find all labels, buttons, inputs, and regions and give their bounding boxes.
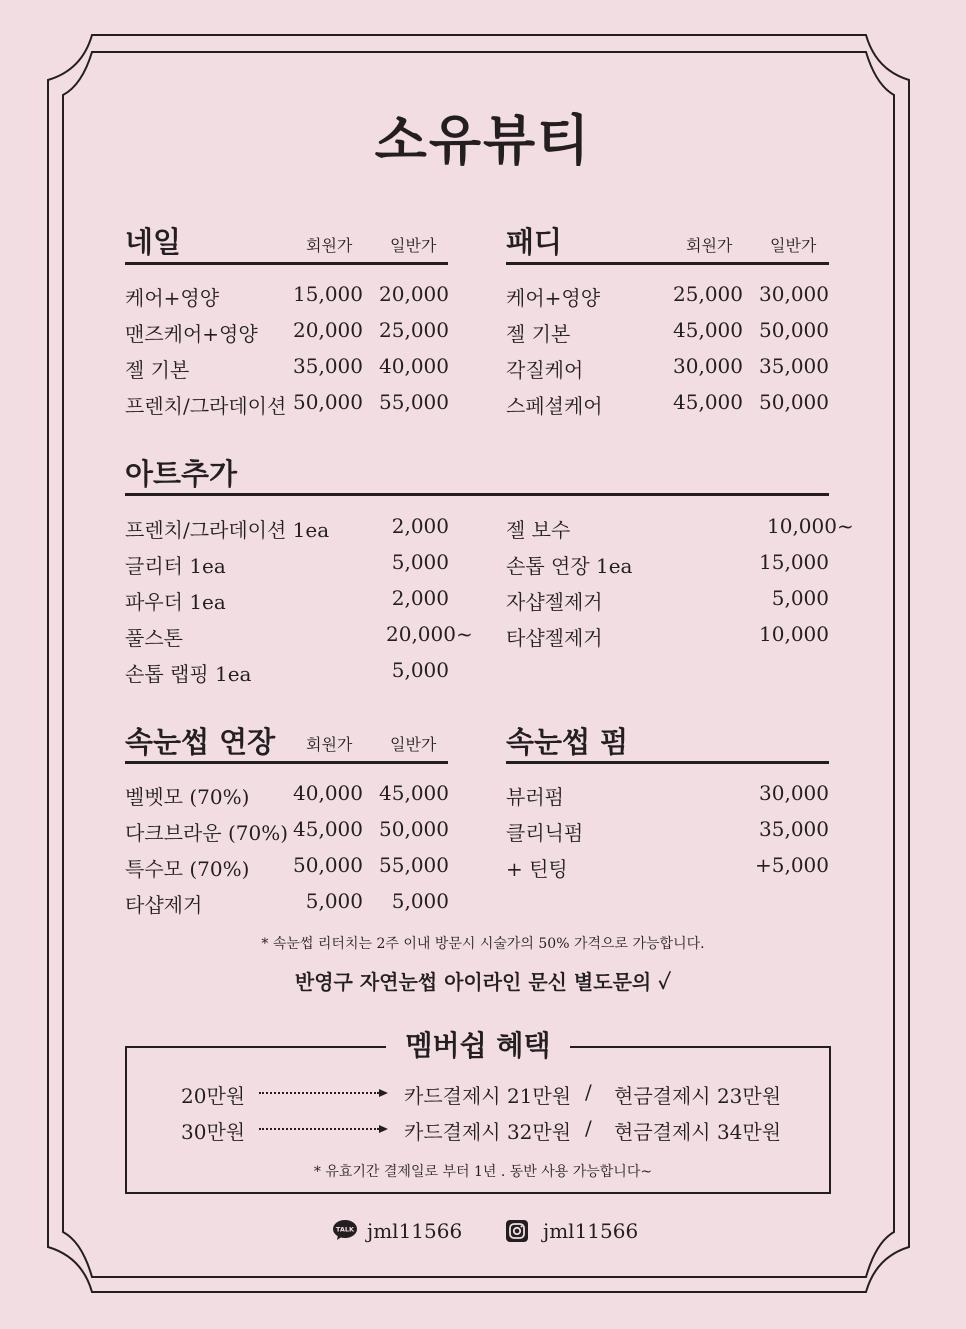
list-item: 케어+영양	[125, 286, 220, 310]
list-item: 맨즈케어+영양	[125, 322, 258, 346]
nail-section-title: 네일	[125, 225, 182, 259]
list-item: 자샵젤제거	[506, 590, 603, 614]
regular-price: 45,000	[379, 781, 449, 805]
item-price: 35,000	[759, 817, 829, 841]
pedi-member-header: 회원가	[686, 236, 733, 255]
kakaotalk-icon	[333, 1220, 357, 1240]
member-price: 50,000	[293, 853, 363, 877]
kakao-id[interactable]: jml11566	[367, 1219, 463, 1243]
item-price: 20,000~	[386, 622, 473, 646]
member-price: 50,000	[293, 390, 363, 414]
list-item: 타샵제거	[125, 893, 203, 917]
list-item: 각질케어	[506, 358, 584, 382]
retouch-note: * 속눈썹 리터치는 2주 이내 방문시 시술가의 50% 가격으로 가능합니다.	[261, 936, 705, 952]
dotted-arrow-line	[259, 1128, 379, 1130]
list-item: 파우더 1ea	[125, 590, 226, 614]
item-price: 2,000	[391, 514, 449, 538]
list-item: 젤 기본	[506, 322, 571, 346]
cash-payment: 현금결제시 23만원	[614, 1084, 782, 1108]
pedi-rule	[506, 262, 829, 265]
arrow-right-icon	[379, 1125, 388, 1133]
list-item: 젤 기본	[125, 358, 190, 382]
member-price: 40,000	[293, 781, 363, 805]
pedi-section-title: 패디	[506, 225, 563, 259]
list-item: 스페셜케어	[506, 394, 603, 418]
item-price: 10,000	[759, 622, 829, 646]
list-item: 손톱 연장 1ea	[506, 554, 633, 578]
arrow-right-icon	[379, 1089, 388, 1097]
list-item: 벨벳모 (70%)	[125, 785, 250, 809]
lash-ext-member-header: 회원가	[306, 735, 353, 754]
instagram-id[interactable]: jml11566	[543, 1219, 639, 1243]
pedi-regular-header: 일반가	[770, 236, 817, 255]
regular-price: 5,000	[391, 889, 449, 913]
membership-amount: 20만원	[181, 1084, 246, 1108]
member-price: 45,000	[673, 318, 743, 342]
card-payment: 카드결제시 21만원	[404, 1084, 572, 1108]
list-item: 손톱 랩핑 1ea	[125, 662, 252, 686]
list-item: 프렌치/그라데이션	[125, 394, 287, 418]
member-price: 45,000	[673, 390, 743, 414]
list-item: 클리닉펌	[506, 821, 584, 845]
regular-price: 50,000	[759, 390, 829, 414]
membership-amount: 30만원	[181, 1120, 246, 1144]
regular-price: 40,000	[379, 354, 449, 378]
membership-footnote: * 유효기간 결제일로 부터 1년 . 동반 사용 가능합니다~	[313, 1164, 653, 1180]
member-price: 20,000	[293, 318, 363, 342]
regular-price: 25,000	[379, 318, 449, 342]
item-price: 30,000	[759, 781, 829, 805]
item-price: 5,000	[391, 658, 449, 682]
regular-price: 20,000	[379, 282, 449, 306]
member-price: 5,000	[305, 889, 363, 913]
art-rule	[125, 493, 829, 496]
dotted-arrow-line	[259, 1092, 379, 1094]
nail-member-header: 회원가	[306, 236, 353, 255]
cash-payment: 현금결제시 34만원	[614, 1120, 782, 1144]
kakaotalk-badge-text: TALK	[335, 1225, 355, 1234]
nail-regular-header: 일반가	[390, 236, 437, 255]
regular-price: 30,000	[759, 282, 829, 306]
instagram-icon	[506, 1220, 528, 1242]
regular-price: 55,000	[379, 853, 449, 877]
list-item: 뷰러펌	[506, 785, 564, 809]
member-price: 25,000	[673, 282, 743, 306]
regular-price: 50,000	[379, 817, 449, 841]
item-price: 5,000	[771, 586, 829, 610]
member-price: 35,000	[293, 354, 363, 378]
lash-perm-rule	[506, 761, 829, 764]
regular-price: 55,000	[379, 390, 449, 414]
list-item: 젤 보수	[506, 518, 571, 542]
lash-ext-regular-header: 일반가	[390, 735, 437, 754]
card-payment: 카드결제시 32만원	[404, 1120, 572, 1144]
lash-perm-section-title: 속눈썹 펌	[506, 725, 629, 759]
regular-price: 35,000	[759, 354, 829, 378]
page-title: 소유뷰티	[374, 108, 592, 172]
payment-separator: /	[585, 1116, 592, 1140]
member-price: 15,000	[293, 282, 363, 306]
list-item: + 틴팅	[506, 857, 568, 881]
list-item: 프렌치/그라데이션 1ea	[125, 518, 330, 542]
membership-title: 멤버쉽 혜택	[386, 1024, 570, 1064]
item-price: 10,000~	[767, 514, 854, 538]
item-price: 5,000	[391, 550, 449, 574]
member-price: 30,000	[673, 354, 743, 378]
lash-ext-section-title: 속눈썹 연장	[125, 725, 276, 759]
list-item: 글리터 1ea	[125, 554, 226, 578]
art-section-title: 아트추가	[125, 457, 238, 491]
item-price: +5,000	[754, 853, 829, 877]
item-price: 15,000	[759, 550, 829, 574]
semi-permanent-note: 반영구 자연눈썹 아이라인 문신 별도문의 ✓	[294, 970, 672, 994]
member-price: 45,000	[293, 817, 363, 841]
nail-rule	[125, 262, 448, 265]
list-item: 특수모 (70%)	[125, 857, 250, 881]
list-item: 풀스톤	[125, 626, 183, 650]
regular-price: 50,000	[759, 318, 829, 342]
lash-ext-rule	[125, 761, 448, 764]
list-item: 타샵젤제거	[506, 626, 603, 650]
item-price: 2,000	[391, 586, 449, 610]
payment-separator: /	[585, 1080, 592, 1104]
list-item: 다크브라운 (70%)	[125, 821, 289, 845]
list-item: 케어+영양	[506, 286, 601, 310]
